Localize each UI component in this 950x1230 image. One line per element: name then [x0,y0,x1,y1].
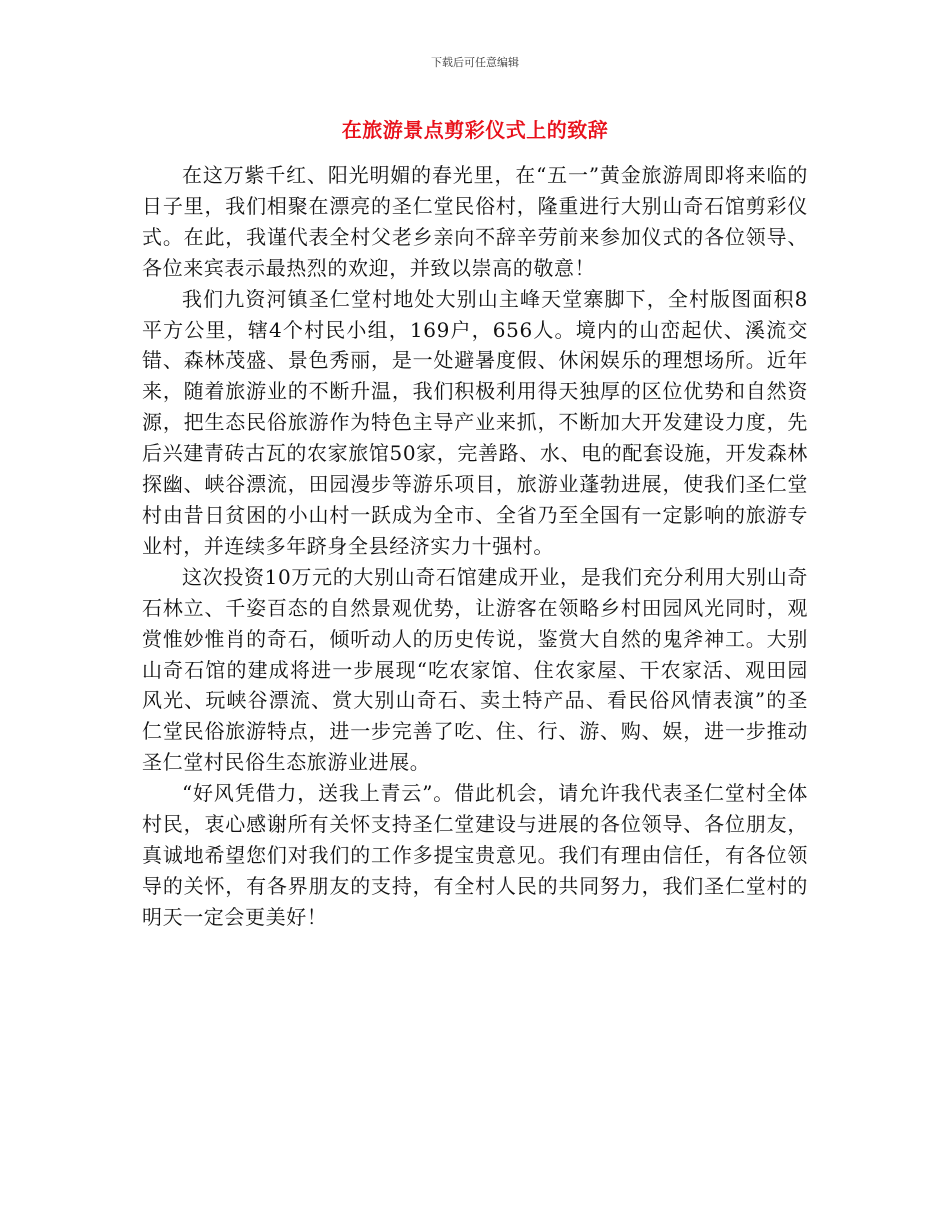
paragraph-welcome: 在这万紫千红、阳光明媚的春光里，在“五一”黄金旅游周即将来临的日子里，我们相聚在漂亮的圣仁堂民俗村，隆重进行大别山奇石馆剪彩仪式。在此，我谨代表全村父老乡亲向不辞辛劳前来参加仪式的各位领导、各位来宾表示最热烈的欢迎，并致以崇高的敬意！ [142,163,808,280]
paragraph-stone-museum: 这次投资10万元的大别山奇石馆建成开业，是我们充分利用大别山奇石林立、千姿百态的自然景观优势，让游客在领略乡村田园风光同时，观赏惟妙惟肖的奇石，倾听动人的历史传说，鉴赏大自然的鬼斧神工。大别山奇石馆的建成将进一步展现“吃农家馆、住农家屋、干农家活、观田园风光、玩峡谷漂流、赏大别山奇石、卖土特产品、看民俗风情表演”的圣仁堂民俗旅游特点，进一步完善了吃、住、行、游、购、娱，进一步推动圣仁堂村民俗生态旅游业进展。 [142,564,808,775]
paragraph-village-intro: 我们九资河镇圣仁堂村地处大别山主峰天堂寨脚下，全村版图面积8平方公里，辖4个村民小组，169户，656人。境内的山峦起伏、溪流交错、森林茂盛、景色秀丽，是一处避暑度假、休闲娱乐的理想场所。近年来，随着旅游业的不断升温，我们积极利用得天独厚的区位优势和自然资源，把生态民俗旅游作为特色主导产业来抓，不断加大开发建设力度，先后兴建青砖古瓦的农家旅馆50家，完善路、水、电的配套设施，开发森林探幽、峡谷漂流，田园漫步等游乐项目，旅游业蓬勃进展，使我们圣仁堂村由昔日贫困的小山村一跃成为全市、全省乃至全国有一定影响的旅游专业村，并连续多年跻身全县经济实力十强村。 [142,286,808,558]
document-title: 在旅游景点剪彩仪式上的致辞 [341,118,609,142]
header-note: 下载后可任意编辑 [431,56,519,69]
document-body [142,160,808,933]
paragraph-thanks: “好风凭借力，送我上青云”。借此机会，请允许我代表圣仁堂村全体村民，衷心感谢所有关怀支持圣仁堂建设与进展的各位领导、各位朋友，真诚地希望您们对我们的工作多提宝贵意见。我们有理由信任，有各位领导的关怀，有各界朋友的支持，有全村人民的共同努力，我们圣仁堂村的明天一定会更美好！ [142,781,808,929]
